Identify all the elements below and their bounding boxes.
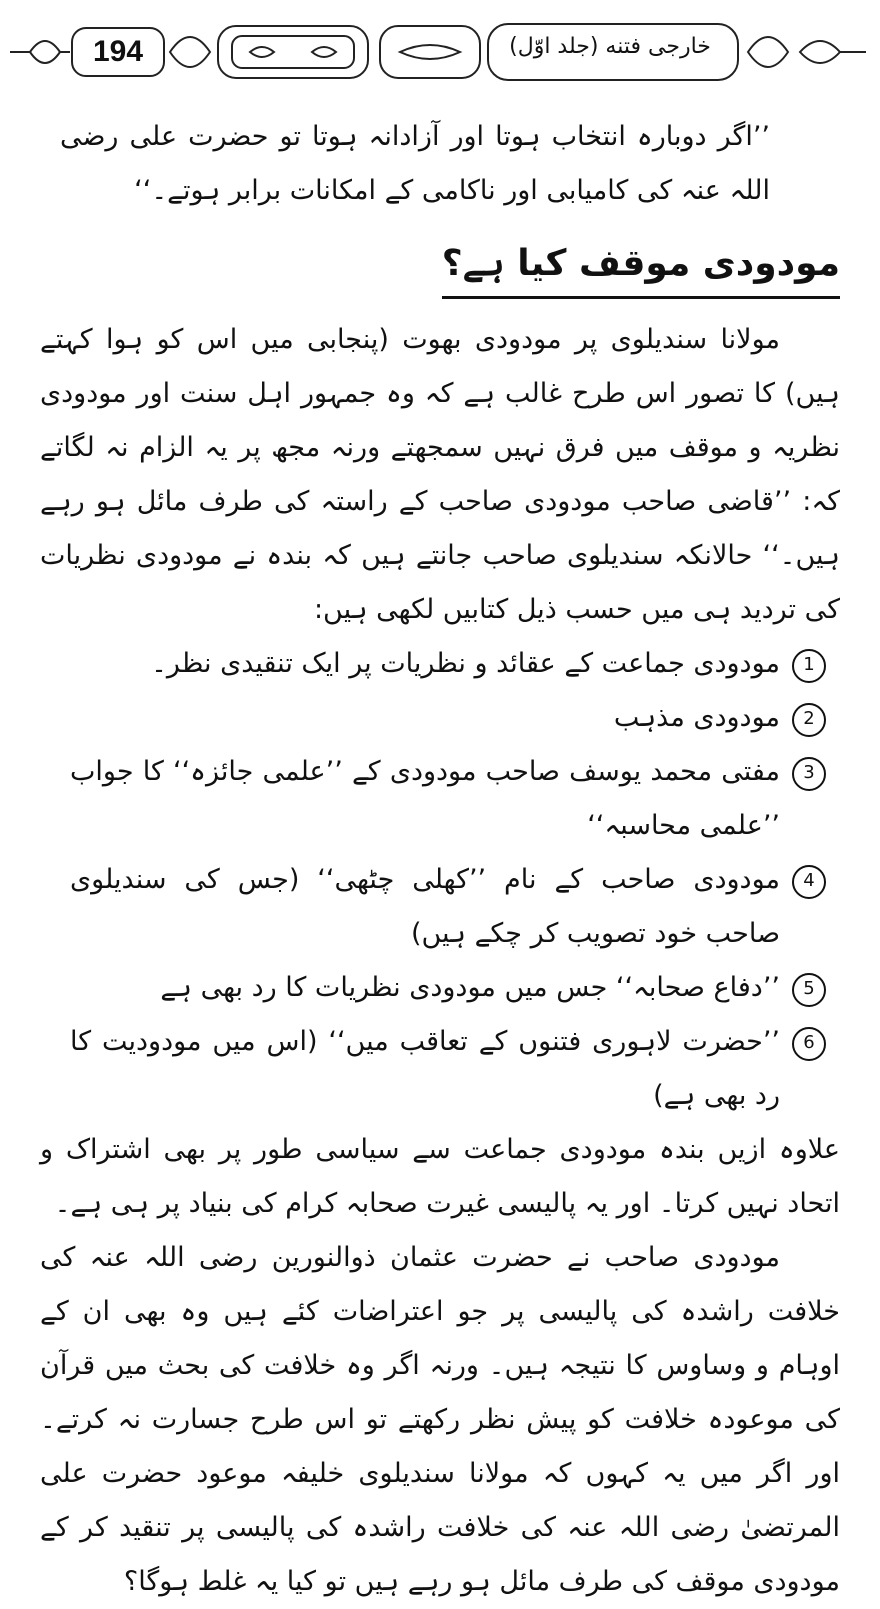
list-item [40,1015,840,1123]
list-item-text: مودودی صاحب کے نام ’’کھلی چٹھی‘‘ (جس کی سندیلوی صاحب خود تصویب کر چکے ہیں) [70,864,780,949]
page-number: 194 [92,35,144,68]
page-content [40,110,840,1609]
paragraph-3: مودودی صاحب نے حضرت عثمان ذوالنورین رضی اللہ عنہ کی خلافت راشدہ کی پالیسی پر جو اعتراضات کئے ہیں وہ بھی ان کے اوہام و وساوس کا نتیجہ ہیں۔ ورنہ اگر وہ خلافت کی بحث میں قرآن کی موعودہ خلافت کو پیش نظر رکھتے تو اس طرح جسارت نہ کرتے۔ اور اگر میں یہ کہوں کہ مولانا سندیلوی خلیفہ موعود حضرت علی المرتضیٰ رضی اللہ عنہ کی خلافت راشدہ کی پالیسی پر تنقید کر کے مودودی موقف کی طرف مائل ہو رہے ہیں تو کیا یہ غلط ہوگا؟ [40,1242,840,1597]
list-number: 6 [792,1027,826,1061]
list-number: 2 [792,703,826,737]
section-heading-wrap [40,236,840,299]
list-item-text: مودودی جماعت کے عقائد و نظریات پر ایک تنقیدی نظر۔ [151,648,780,679]
list-item [40,691,840,745]
paragraph-2: علاوہ ازیں بندہ مودودی جماعت سے سیاسی طور پر بھی اشتراک و اتحاد نہیں کرتا۔ اور یہ پالیسی غیرت صحابہ کرام کی بنیاد پر ہی ہے۔ [40,1134,840,1219]
list-item [40,637,840,691]
list-item-text: مودودی مذہب [613,702,780,733]
page-header [0,0,880,110]
running-header-title: خارجی فتنه (جلد اوّل) [509,34,711,59]
list-item-text: ’’دفاع صحابہ‘‘ جس میں مودودی نظریات کا رد بھی ہے [160,972,780,1003]
paragraph-1: مولانا سندیلوی پر مودودی بھوت (پنجابی میں اس کو ہوا کہتے ہیں) کا تصور اس طرح غالب ہے کہ وہ جمہور اہل سنت اور مودودی نظریہ و موقف میں فرق نہیں سمجھتے ورنہ مجھ پر یہ الزام نہ لگاتے کہ: ’’قاضی صاحب مودودی صاحب کے راستہ کی طرف مائل ہو رہے ہیں۔‘‘ حالانکہ سندیلوی صاحب جانتے ہیں کہ بندہ نے مودودی نظریات کی تردید ہی میں حسب ذیل کتابیں لکھی ہیں: [40,324,840,625]
list-number: 3 [792,757,826,791]
quote-block: ’’اگر دوبارہ انتخاب ہوتا اور آزادانہ ہوتا تو حضرت علی رضی اللہ عنہ کی کامیابی اور ناکامی کے امکانات برابر ہوتے۔‘‘ [60,121,770,206]
book-list [40,637,840,1123]
list-item [40,853,840,961]
list-item-text: ’’حضرت لاہوری فتنوں کے تعاقب میں‘‘ (اس میں مودودیت کا رد بھی ہے) [70,1026,780,1111]
section-heading: مودودی موقف کیا ہے؟ [442,236,840,299]
list-item [40,961,840,1015]
list-number: 1 [792,649,826,683]
list-number: 4 [792,865,826,899]
list-item [40,745,840,853]
list-number: 5 [792,973,826,1007]
list-item-text: مفتی محمد یوسف صاحب مودودی کے ’’علمی جائزہ‘‘ کا جواب ’’علمی محاسبہ‘‘ [70,756,780,841]
